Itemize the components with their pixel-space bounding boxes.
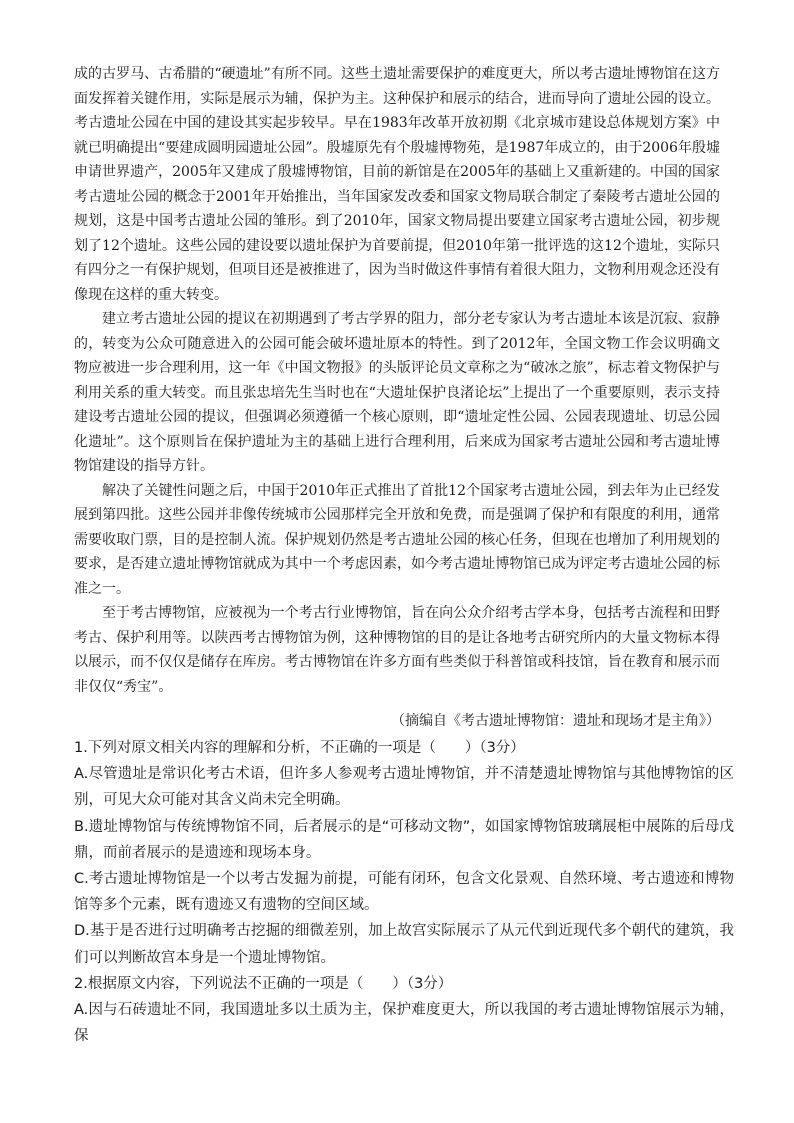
passage-paragraph: 建立考古遗址公园的提议在初期遇到了考古学界的阻力，部分老专家认为考古遗址本该是沉寂、寂静的，转变为公众可随意进入的公园可能会破坏遗址原本的特性。到了2012年，全国文物工作会议明确文物应被进一步合理利用，这一年《中国文物报》的头版评论员文章称之为“破冰之旅”，标志着文物保护与利用关系的重大转变。而且张忠培先生当时也在“大遗址保护良渚论坛”上提出了一个重要原则，表示支持建设考古遗址公园的提议，但强调必须遵循一个核心原则，即“遗址定性公园、公园表现遗址、切忌公园化遗址”。这个原则旨在保护遗址为主的基础上进行合理利用，后来成为国家考古遗址公园和考古遗址博物馆建设的指导方针。	[74, 311, 720, 474]
passage-paragraph: 至于考古博物馆，应被视为一个考古行业博物馆，旨在向公众介绍考古学本身，包括考古流程和田野考古、保护利用等。以陕西考古博物馆为例，这种博物馆的目的是让各地考古研究所内的大量文物标本得以展示，而不仅仅是储存在库房。考古博物馆在许多方面有些类似于科普馆或科技馆，旨在教育和展示而非仅仅“秀宝”。	[74, 605, 720, 695]
passage-source-citation: （摘编自《考古遗址博物馆：遗址和现场才是主角》）	[391, 713, 720, 729]
question-1-option-b: B.遗址博物馆与传统博物馆不同，后者展示的是“可移动文物”，如国家博物馆玻璃展柜中展陈的后母戊鼎，而前者展示的是遗迹和现场本身。	[74, 818, 734, 861]
questions-section	[74, 735, 734, 1049]
reading-passage	[74, 62, 720, 699]
question-1-option-c: C.考古遗址博物馆是一个以考古发掘为前提，可能有闭环，包含文化景观、自然环境、考古遗迹和博物馆等多个元素，既有遗迹又有遗物的空间区域。	[74, 871, 734, 914]
question-1-option-d: D.基于是否进行过明确考古挖掘的细微差别，加上故宫实际展示了从元代到近现代多个朝代的建筑，我们可以判断故宫本身是一个遗址博物馆。	[74, 923, 734, 966]
question-2-stem: 2.根据原文内容，下列说法不正确的一项是（ ）（3分）	[74, 975, 453, 992]
question-1-stem: 1.下列对原文相关内容的理解和分析，不正确的一项是（ ）（3分）	[74, 740, 525, 756]
question-2-option-a: A.因与石砖遗址不同，我国遗址多以土质为主，保护难度更大，所以我国的考古遗址博物馆展示为辅，保	[74, 1002, 734, 1045]
passage-paragraph: 成的古罗马、古希腊的“硬遗址”有所不同。这些土遗址需要保护的难度更大，所以考古遗址博物馆在这方面发挥着关键作用，实际是展示为辅，保护为主。这种保护和展示的结合，进而导向了遗址公园的设立。考古遗址公园在中国的建设其实起步较早。早在1983年改革开放初期《北京城市建设总体规划方案》中就已明确提出“要建成圆明园遗址公园”。殷墟原先有个殷墟博物苑，是1987年成立的，由于2006年殷墟申请世界遗产，2005年又建成了殷墟博物馆，目前的新馆是在2005年的基础上又重新建的。中国的国家考古遗址公园的概念于2001年开始推出，当年国家发改委和国家文物局联合制定了秦陵考古遗址公园的规划，这是中国考古遗址公园的雏形。到了2010年，国家文物局提出要建立国家考古遗址公园，初步规划了12个遗址。这些公园的建设要以遗址保护为首要前提，但2010年第一批评选的这12个遗址，实际只有四分之一有保护规划，但项目还是被推进了，因为当时做这件事情有着很大阻力，文物利用观念还没有像现在这样的重大转变。	[74, 66, 720, 303]
question-1-option-a: A.尽管遗址是常识化考古术语，但许多人参观考古遗址博物馆，并不清楚遗址博物馆与其他博物馆的区别，可见大众可能对其含义尚未完全明确。	[74, 766, 734, 809]
passage-paragraph: 解决了关键性问题之后，中国于2010年正式推出了首批12个国家考古遗址公园，到去年为止已经发展到第四批。这些公园并非像传统城市公园那样完全开放和免费，而是强调了保护和有限度的利用，通常需要收取门票，目的是控制人流。保护规划仍然是考古遗址公园的核心任务，但现在也增加了利用规划的要求，是否建立遗址博物馆就成为其中一个考虑因素，如今考古遗址博物馆已成为评定考古遗址公园的标准之一。	[74, 482, 720, 597]
